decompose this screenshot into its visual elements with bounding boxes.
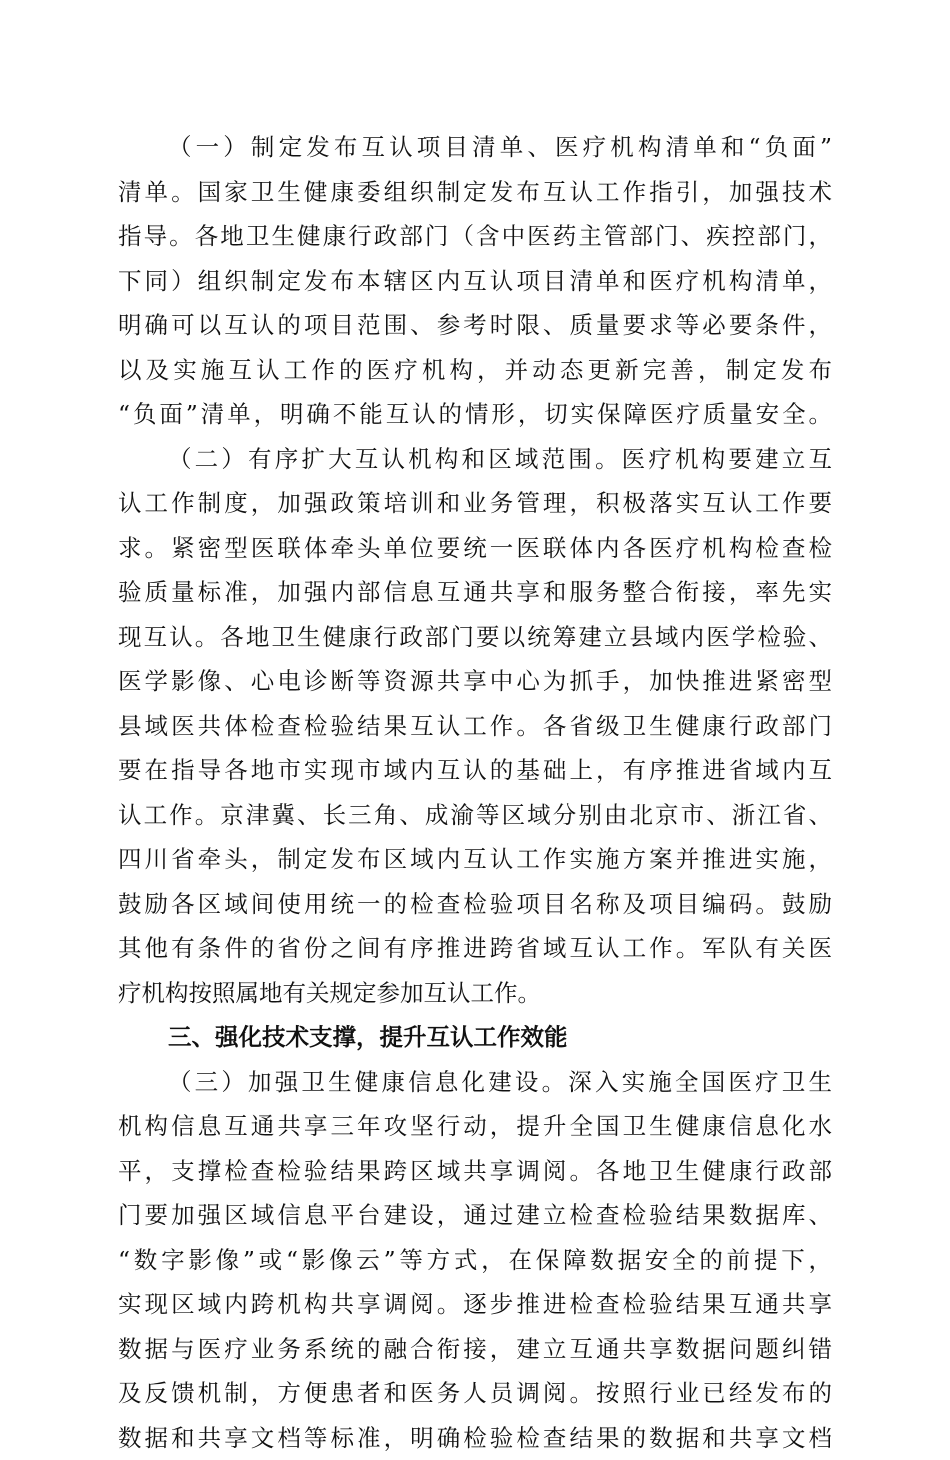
paragraph-line: （一）制定发布互认项目清单、医疗机构清单和“负面” (118, 125, 832, 170)
paragraph-line: 现互认。各地卫生健康行政部门要以统筹建立县域内医学检验、 (118, 615, 832, 660)
paragraph-line: “负面”清单，明确不能互认的情形，切实保障医疗质量安全。 (118, 392, 832, 437)
paragraph-line: 指导。各地卫生健康行政部门（含中医药主管部门、疾控部门， (118, 214, 832, 259)
paragraph-line: 其他有条件的省份之间有序推进跨省域互认工作。军队有关医 (118, 926, 832, 971)
paragraph-line: 疗机构按照属地有关规定参加互认工作。 (118, 971, 832, 1016)
paragraph-line: 四川省牵头，制定发布区域内互认工作实施方案并推进实施， (118, 837, 832, 882)
paragraph-line: （三）加强卫生健康信息化建设。深入实施全国医疗卫生 (118, 1060, 832, 1105)
paragraph-line: 认工作制度，加强政策培训和业务管理，积极落实互认工作要 (118, 481, 832, 526)
paragraph-3 (118, 1060, 832, 1460)
document-body (118, 125, 832, 1460)
paragraph-line: 医学影像、心电诊断等资源共享中心为抓手，加快推进紧密型 (118, 659, 832, 704)
paragraph-line: 实现区域内跨机构共享调阅。逐步推进检查检验结果互通共享 (118, 1282, 832, 1327)
paragraph-line: “数字影像”或“影像云”等方式，在保障数据安全的前提下， (118, 1238, 832, 1283)
paragraph-line: 门要加强区域信息平台建设，通过建立检查检验结果数据库、 (118, 1193, 832, 1238)
paragraph-2 (118, 437, 832, 1016)
paragraph-line: 验质量标准，加强内部信息互通共享和服务整合衔接，率先实 (118, 570, 832, 615)
paragraph-line: 及反馈机制，方便患者和医务人员调阅。按照行业已经发布的 (118, 1371, 832, 1416)
paragraph-line: 鼓励各区域间使用统一的检查检验项目名称及项目编码。鼓励 (118, 882, 832, 927)
paragraph-line: （二）有序扩大互认机构和区域范围。医疗机构要建立互 (118, 437, 832, 482)
paragraph-line: 机构信息互通共享三年攻坚行动，提升全国卫生健康信息化水 (118, 1104, 832, 1149)
paragraph-line: 平，支撑检查检验结果跨区域共享调阅。各地卫生健康行政部 (118, 1149, 832, 1194)
paragraph-line: 数据和共享文档等标准，明确检验检查结果的数据和共享文档 (118, 1416, 832, 1460)
paragraph-line: 求。紧密型医联体牵头单位要统一医联体内各医疗机构检查检 (118, 526, 832, 571)
paragraph-line: 以及实施互认工作的医疗机构，并动态更新完善，制定发布 (118, 348, 832, 393)
section-heading: 三、强化技术支撑，提升互认工作效能 (118, 1015, 832, 1060)
paragraph-line: 下同）组织制定发布本辖区内互认项目清单和医疗机构清单， (118, 259, 832, 304)
paragraph-line: 县域医共体检查检验结果互认工作。各省级卫生健康行政部门 (118, 704, 832, 749)
paragraph-line: 清单。国家卫生健康委组织制定发布互认工作指引，加强技术 (118, 170, 832, 215)
paragraph-line: 数据与医疗业务系统的融合衔接，建立互通共享数据问题纠错 (118, 1327, 832, 1372)
paragraph-line: 明确可以互认的项目范围、参考时限、质量要求等必要条件， (118, 303, 832, 348)
paragraph-1 (118, 125, 832, 437)
paragraph-line: 认工作。京津冀、长三角、成渝等区域分别由北京市、浙江省、 (118, 793, 832, 838)
paragraph-line: 要在指导各地市实现市域内互认的基础上，有序推进省域内互 (118, 748, 832, 793)
